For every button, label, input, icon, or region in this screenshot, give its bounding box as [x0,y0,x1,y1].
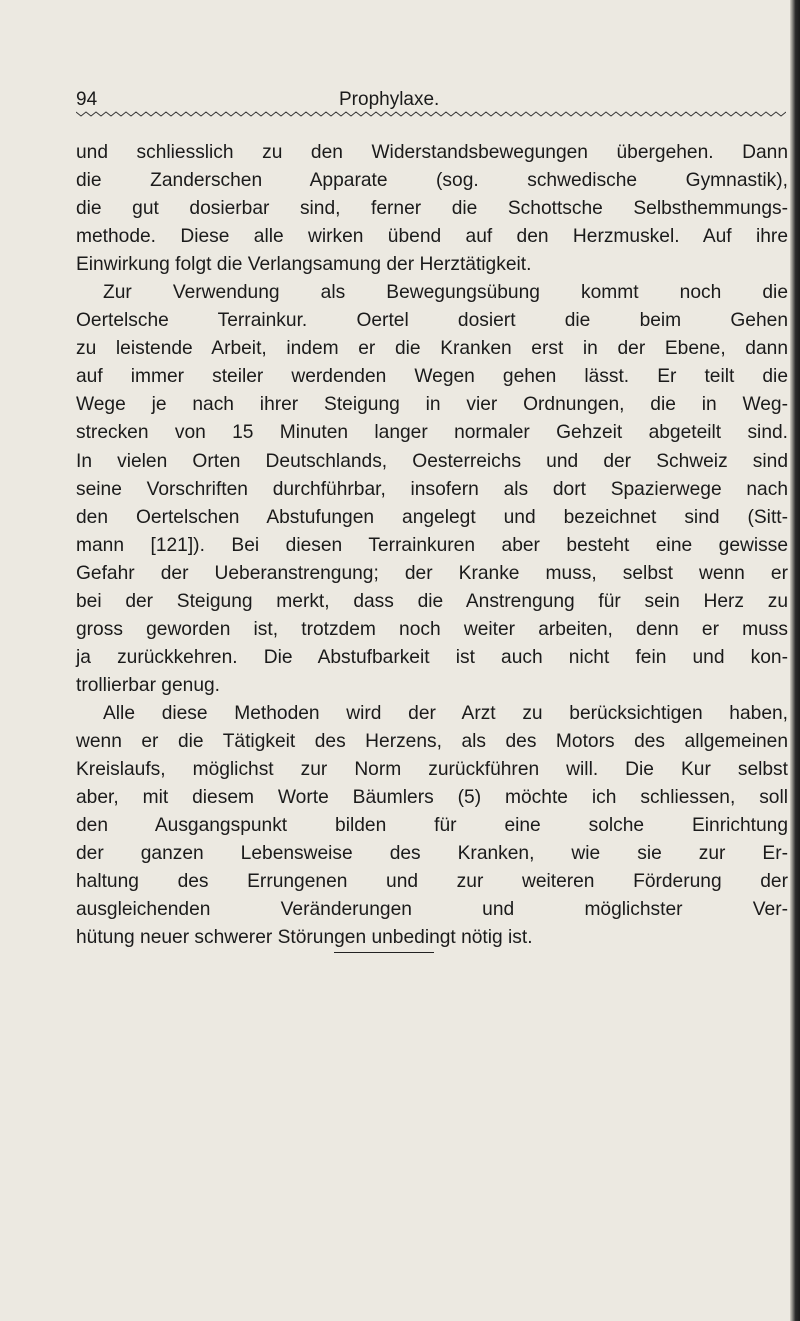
text-line: gross geworden ist, trotzdem noch weiter arbeiten, denn er muss [76,618,788,640]
running-title: Prophylaxe. [339,89,440,110]
text-line: Kreislaufs, möglichst zur Norm zurückführen will. Die Kur selbst [76,759,788,781]
text-line: zu leistende Arbeit, indem er die Kranken erst in der Ebene, dann [76,338,788,360]
text-line: den Ausgangspunkt bilden für eine solche Einrichtung [76,815,788,837]
body-text [76,139,788,952]
text-line: auf immer steiler werdenden Wegen gehen lässt. Er teilt die [76,366,788,388]
text-line: strecken von 15 Minuten langer normaler Gehzeit abgeteilt sind. [76,422,788,444]
text-line: hütung neuer schwerer Störungen unbedingt nötig ist. [76,927,533,949]
page-edge-shadow [790,0,800,1321]
text-line: Zur Verwendung als Bewegungsübung kommt noch die [103,282,788,304]
text-line: ja zurückkehren. Die Abstufbarkeit ist auch nicht fein und kon- [76,646,788,668]
end-rule [334,952,434,953]
text-line: und schliesslich zu den Widerstandsbewegungen übergehen. Dann [76,142,788,163]
text-line: methode. Diese alle wirken übend auf den Herzmuskel. Auf ihre [76,226,788,248]
text-line: Alle diese Methoden wird der Arzt zu berücksichtigen haben, [103,702,788,724]
text-line: den Oertelschen Abstufungen angelegt und bezeichnet sind (Sitt- [76,506,788,528]
text-line: mann [121]). Bei diesen Terrainkuren aber besteht eine gewisse [76,534,788,556]
ornamental-header-rule [76,111,786,117]
text-line: Einwirkung folgt die Verlangsamung der Herztätigkeit. [76,254,532,276]
text-line: Oertelsche Terrainkur. Oertel dosiert die beim Gehen [76,310,788,332]
text-line: haltung des Errungenen und zur weiteren Förderung der [76,871,788,893]
page-header [76,86,786,116]
text-line: Gefahr der Ueberanstrengung; der Kranke muss, selbst wenn er [76,562,788,584]
text-line: bei der Steigung merkt, dass die Anstrengung für sein Herz zu [76,590,788,612]
text-line: die Zanderschen Apparate (sog. schwedische Gymnastik), [76,170,788,192]
page-number: 94 [76,89,98,110]
text-line: der ganzen Lebensweise des Kranken, wie sie zur Er- [76,843,788,865]
text-line: wenn er die Tätigkeit des Herzens, als des Motors des allgemeinen [76,730,788,752]
text-line: trollierbar genug. [76,674,220,696]
text-line: Wege je nach ihrer Steigung in vier Ordnungen, die in Weg- [76,394,788,416]
text-line: ausgleichenden Veränderungen und möglichster Ver- [76,899,788,921]
text-line: seine Vorschriften durchführbar, insofern als dort Spazierwege nach [76,478,788,500]
text-line: In vielen Orten Deutschlands, Oesterreichs und der Schweiz sind [76,450,788,472]
text-line: aber, mit diesem Worte Bäumlers (5) möchte ich schliessen, soll [76,787,788,809]
text-line: die gut dosierbar sind, ferner die Schottsche Selbsthemmungs- [76,198,788,220]
